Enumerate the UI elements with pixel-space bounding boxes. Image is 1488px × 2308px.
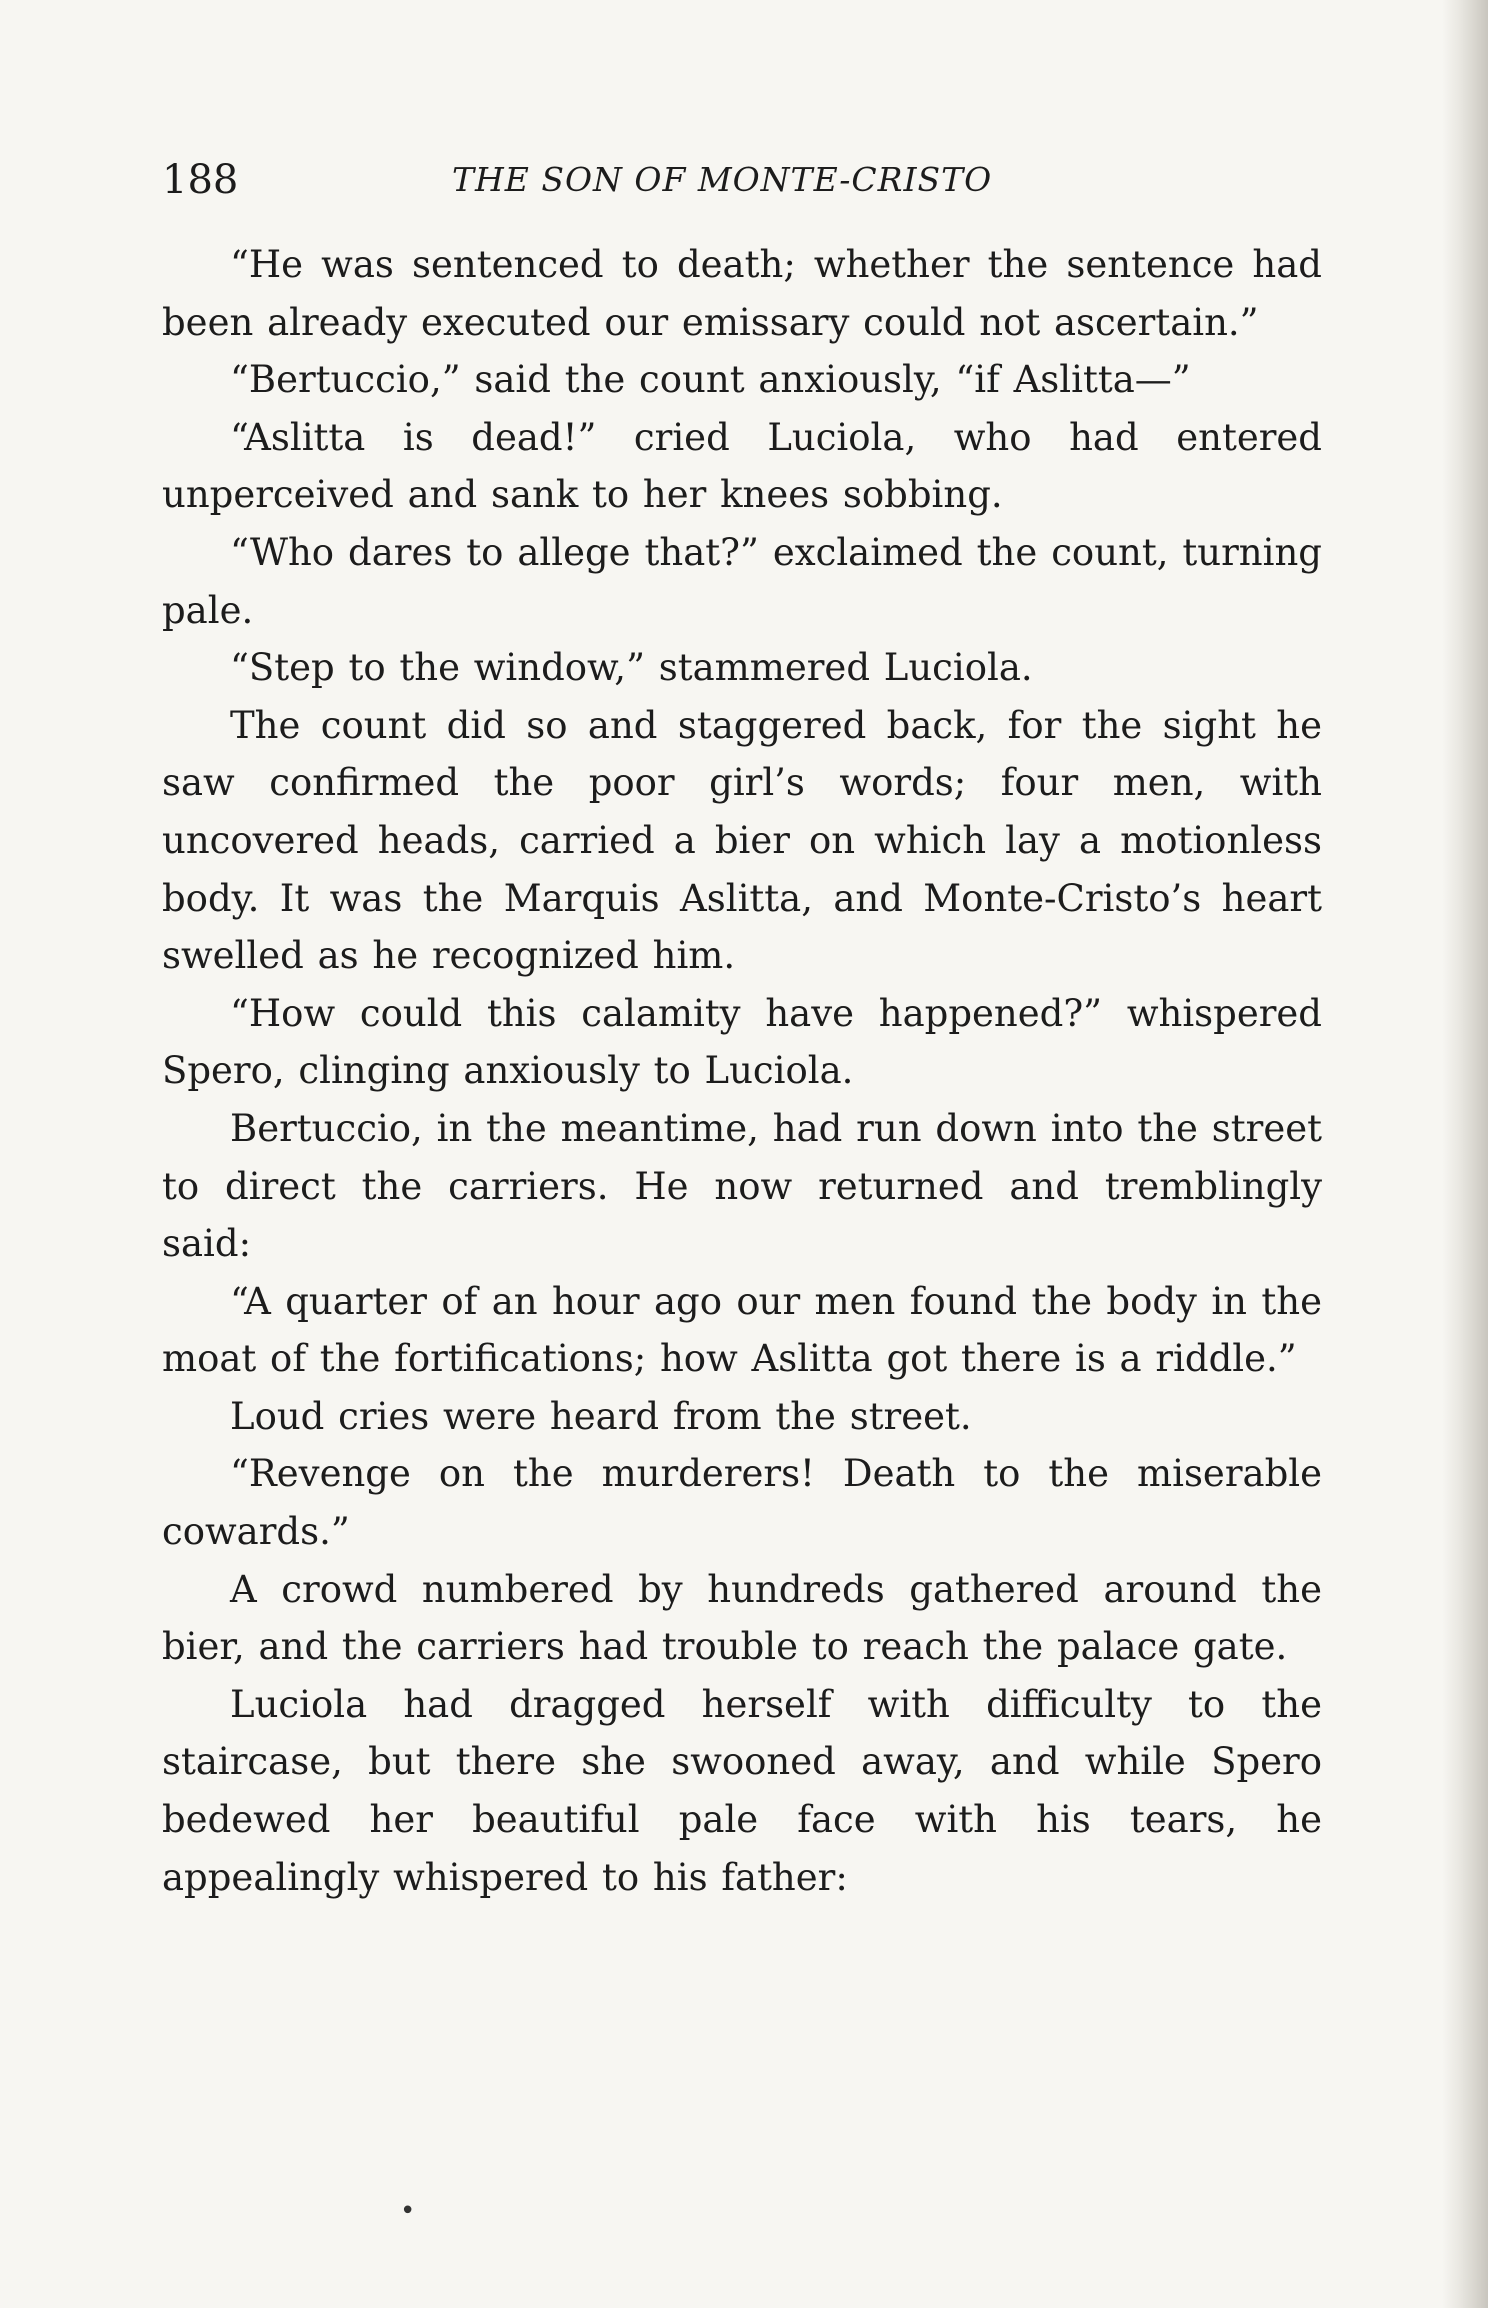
footer-mark: • xyxy=(400,2196,416,2226)
paragraph: Bertuccio, in the meantime, had run down into the street to direct the carriers. He now returned and tremblingly said: xyxy=(162,1106,1322,1266)
paragraph: Luciola had dragged herself with difficulty to the staircase, but there she swooned away, and while Spero bedewed her beautiful pale face with his tears, he appealingly whispered to his father: xyxy=(162,1682,1322,1899)
paragraph: “Bertuccio,” said the count anxiously, “if Aslitta—” xyxy=(230,358,1191,402)
page-edge-shadow xyxy=(1442,0,1488,2308)
paragraph: “He was sentenced to death; whether the sentence had been already executed our emissary could not ascertain.” xyxy=(162,243,1322,344)
page-header xyxy=(162,150,1322,210)
paragraph: “Step to the window,” stammered Luciola. xyxy=(230,646,1033,690)
page-number: 188 xyxy=(162,157,239,203)
paragraph: A crowd numbered by hundreds gathered around the bier, and the carriers had trouble to reach the palace gate. xyxy=(162,1567,1322,1669)
paragraph: The count did so and staggered back, for the sight he saw confirmed the poor girl’s words; four men, with uncovered heads, carried a bier on which lay a motionless body. It was the Marquis Aslitta, and Monte-Cristo’s heart swelled as he recognized him. xyxy=(162,703,1322,978)
paragraph: “A quarter of an hour ago our men found the body in the moat of the fortifications; how Aslitta got there is a riddle.” xyxy=(162,1279,1322,1381)
paragraph: “Aslitta is dead!” cried Luciola, who had entered unperceived and sank to her knees sobbing. xyxy=(162,415,1322,517)
paragraph: “How could this calamity have happened?” whispered Spero, clinging anxiously to Luciola. xyxy=(162,991,1322,1093)
body-text xyxy=(162,236,1322,1906)
paragraph: “Who dares to allege that?” exclaimed the count, turning pale. xyxy=(162,530,1322,632)
paragraph: Loud cries were heard from the street. xyxy=(230,1394,972,1438)
paragraph: “Revenge on the murderers! Death to the miserable cowards.” xyxy=(162,1452,1322,1554)
running-title: THE SON OF MONTE-CRISTO xyxy=(452,160,993,199)
